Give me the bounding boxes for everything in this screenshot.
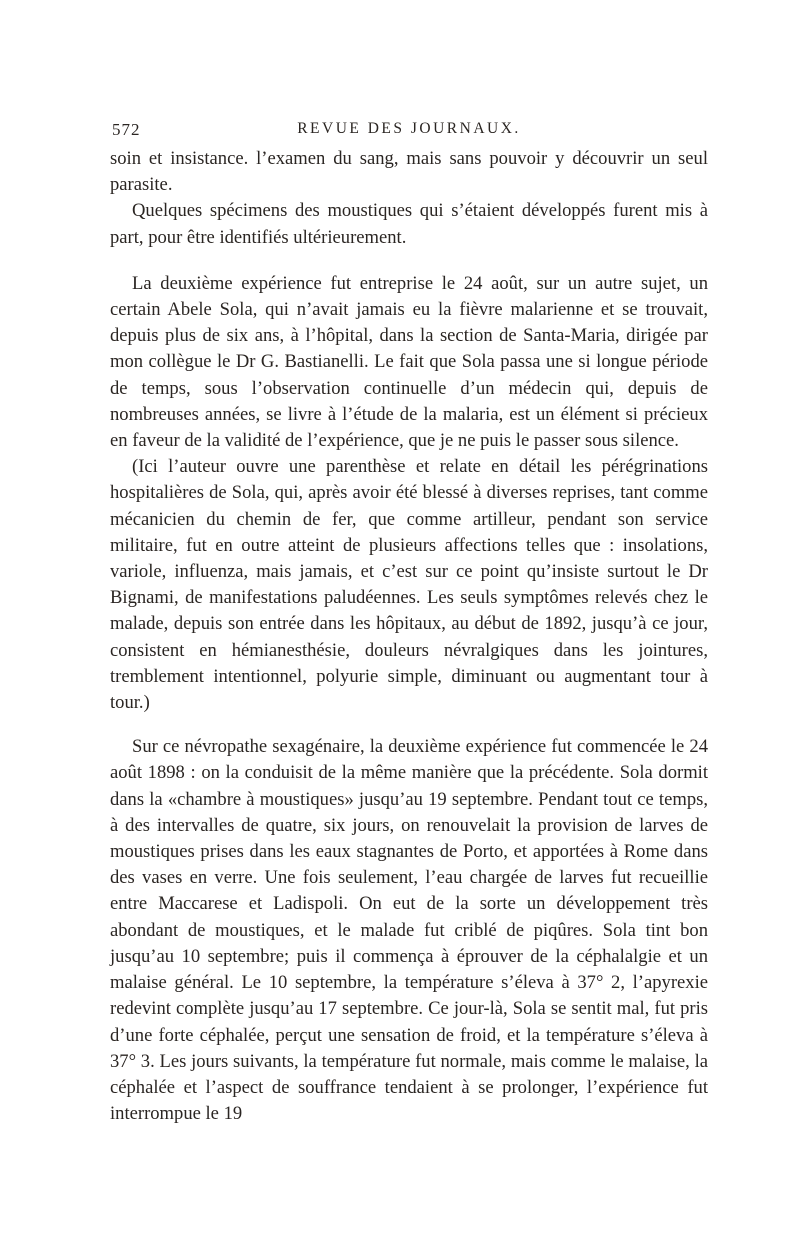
paragraph-parenthesis: (Ici l’auteur ouvre une parenthèse et relate en détail les pérégrinations hospitalières de Sola, qui, après avoir été blessé à diverses reprises, tant comme mécanicien du chemin de fer, que comme artilleur, pendant son service militaire, fut en outre atteint de plusieurs affections telles que : insolations, variole, influenza, mais jamais, et c’est sur ce point qu’insiste surtout le Dr Bignami, de manifestations paludéennes. Les seuls symptômes relevés chez le malade, depuis son entrée dans les hôpitaux, au début de 1892, jusqu’à ce jour, consistent en hémianesthésie, douleurs névralgiques dans les jointures, tremblement intentionnel, polyurie simple, diminuant ou augmentant tour à tour.) — [110, 456, 708, 714]
paragraph-second-experiment: La deuxième expérience fut entreprise le 24 août, sur un autre sujet, un certain Abele Sola, qui n’avait jamais eu la fièvre malarienne et se trouvait, depuis plus de six ans, à l’hôpital, dans la section de Santa-Maria, dirigée par mon collègue le Dr G. Bastianelli. Le fait que Sola passa une si longue période de temps, sous l’observation continuelle d’un médecin qui, depuis de nombreuses années, se livre à l’étude de la malaria, est un élément si précieux en faveur de la validité de l’expérience, que je ne puis le passer sous silence. — [110, 272, 708, 452]
page-number: 572 — [112, 120, 141, 139]
paragraph-neuropath: Sur ce névropathe sexagénaire, la deuxième expérience fut commencée le 24 août 1898 : on la conduisit de la même manière que la précédente. Sola dormit dans la «chambre à moustiques» jusqu’au 19 septembre. Pendant tout ce temps, à des intervalles de quatre, six jours, on renouvelait la provision de larves de moustiques prises dans les eaux stagnantes de Porto, et apportées à Rome dans des vases en verre. Une fois seulement, l’eau chargée de larves fut recueillie entre Maccarese et Ladispoli. On eut de la sorte un développement très abondant de moustiques, et le malade fut criblé de piqûres. Sola tint bon jusqu’au 10 septembre; puis il commença à éprouver de la céphalalgie et un malaise général. Le 10 septembre, la température s’éleva à 37° 2, l’apyrexie redevint complète jusqu’au 17 septembre. Ce jour-là, Sola se sentit mal, fut pris d’une forte céphalée, perçut une sensation de froid, et la température s’éleva à 37° 3. Les jours suivants, la température fut normale, mais comme le malaise, la céphalée et l’aspect de souffrance tendaient à se prolonger, l’expérience fut interrompue le 19 — [110, 736, 708, 1125]
paragraph-specimens: Quelques spécimens des moustiques qui s’étaient développés furent mis à part, pour être identifiés ultérieurement. — [110, 200, 708, 248]
running-title: REVUE DES JOURNAUX. — [297, 120, 521, 137]
paragraph-continued: soin et insistance. l’examen du sang, mais sans pouvoir y découvrir un seul parasite. — [110, 148, 708, 196]
body-text — [110, 146, 708, 1127]
document-page — [110, 120, 708, 1127]
running-head — [110, 120, 708, 146]
